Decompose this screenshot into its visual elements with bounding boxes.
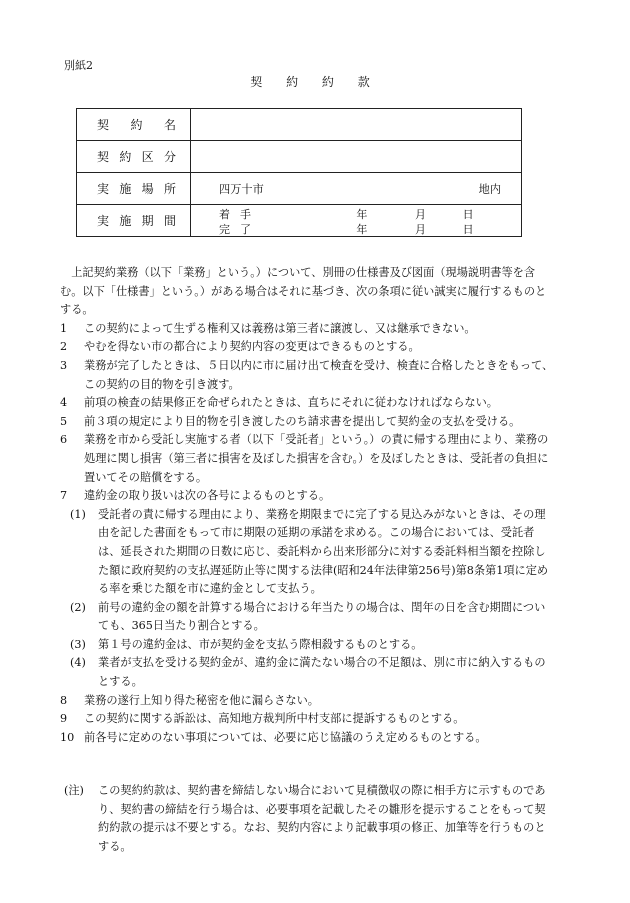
end-date-line: 完了 年 月 日: [219, 223, 474, 236]
value-contract-category: [191, 141, 522, 173]
annex-label: 別紙2: [64, 59, 93, 72]
label-location: 実 施 場 所: [97, 182, 176, 196]
table-row-location: [77, 173, 522, 205]
start-label: 着手: [219, 208, 261, 221]
table-row-contract-category: [77, 141, 522, 173]
location-city: 四万十市: [219, 183, 264, 196]
note-text: この契約約款は、契約書を締結しない場合において見積徴収の際に相手方に示すものであり、契約書の締結を行う場合は、必要事項を記載したその雛形を提示することをもって契約約款の提示は不要とする。なお、契約内容により記載事項の修正、加筆等を行うものとする。: [98, 784, 546, 853]
sub-item: (4) 業者が支払を受ける契約金が、違約金に満たない場合の不足額は、別に市に納入するものとする。: [70, 656, 546, 689]
note-marker: (注): [64, 784, 84, 797]
value-period: [191, 205, 522, 237]
intro-paragraph: 上記契約業務（以下「業務」という。）について、別冊の仕様書及び図面（現場説明書等を含む。以下「仕様書」という。）がある場合はそれに基づき、次の条項に従い誠実に履行するものとする。: [60, 266, 547, 317]
table-row-period: [77, 205, 522, 237]
label-period: 実 施 期 間: [97, 214, 176, 228]
sub-item: (3) 第１号の違約金は、市が契約金を支払う際相殺するものとする。: [70, 637, 423, 651]
label-contract-category: 契 約 区 分: [97, 150, 176, 164]
list-item: 4 前項の検査の結果修正を命ぜられたときは、直ちにそれに従わなければならない。: [60, 396, 498, 410]
start-date-line: 着手 年 月 日: [219, 208, 474, 221]
list-item: 9 この契約に関する訴訟は、高知地方裁判所中村支部に提訴するものとする。: [60, 712, 465, 726]
terms-body: [60, 264, 556, 747]
value-contract-name: [191, 109, 522, 141]
value-location: [191, 173, 522, 205]
list-item: 7 違約金の取り扱いは次の各号によるものとする。: [60, 489, 331, 503]
note-paragraph: [64, 782, 556, 856]
document-title: 契 約 約 款: [250, 75, 380, 89]
list-item: 1 この契約によって生ずる権利又は義務は第三者に譲渡し、又は継承できない。: [60, 321, 476, 335]
label-contract-name: 契 約 名: [97, 118, 176, 132]
location-suffix: 地内: [478, 183, 501, 196]
list-item: 8 業務の遂行上知り得た秘密を他に漏らさない。: [60, 693, 319, 707]
list-item: 2 やむを得ない市の都合により契約内容の変更はできるものとする。: [60, 340, 420, 354]
list-item: 10 前各号に定めのない事項については、必要に応じ協議のうえ定めるものとする。: [60, 730, 487, 744]
list-item: 5 前３項の規定により目的物を引き渡したのち請求書を提出して契約金の支払を受ける。: [60, 414, 521, 428]
list-item: 3 業務が完了したときは、５日以内に市に届け出て検査を受け、検査に合格したときをもって、この契約の目的物を引き渡す。: [60, 358, 554, 391]
end-label: 完了: [219, 223, 261, 236]
list-item: 6 業務を市から受託し実施する者（以下「受託者」という。）の責に帰する理由により、業務の処理に関し損害（第三者に損害を及ぼした損害を含む。）を及ぼしたときは、受託者の負担に置いてその賠償をする。: [60, 433, 549, 484]
sub-item: (2) 前号の違約金の額を計算する場合における年当たりの場合は、閏年の日を含む期間についても、365日当たり割合とする。: [70, 600, 546, 633]
table-row-contract-name: [77, 109, 522, 141]
sub-item: (1) 受託者の責に帰する理由により、業務を期限までに完了する見込みがないときは、その理由を記した書面をもって市に期限の延期の承諾を求める。この場合においては、受託者は、延長された期間の日数に応じ、委託料から出来形部分に対する委託料相当額を控除した額に政府契約の支払遅延防止等に関する法律(昭和24年法律第256号)第8条第1項に定める率を乗じた額を市に違約金として支払う。: [70, 507, 549, 596]
contract-info-table: [76, 108, 522, 237]
